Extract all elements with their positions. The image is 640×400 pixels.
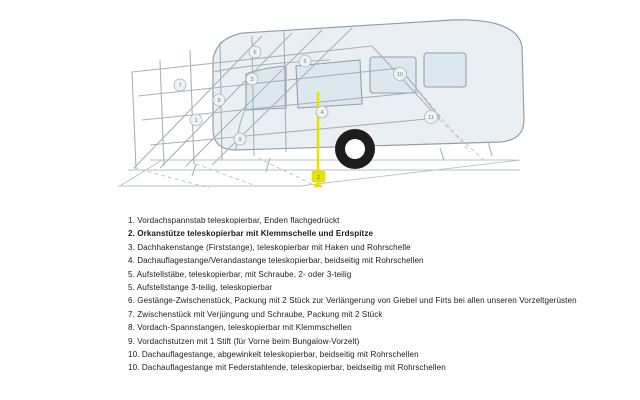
marker-4 bbox=[316, 106, 328, 118]
svg-text:9: 9 bbox=[238, 137, 242, 143]
svg-text:2: 2 bbox=[316, 175, 321, 181]
legend-item: 8. Vordach-Spannstangen, teleskopierbar mit Klemmschellen bbox=[128, 323, 352, 333]
marker-3 bbox=[246, 73, 258, 85]
marker-2 bbox=[312, 171, 325, 182]
marker-10 bbox=[394, 68, 407, 81]
legend-item: 5. Aufstellstange 3-teilig, teleskopierbar bbox=[128, 283, 273, 293]
marker-9 bbox=[234, 133, 246, 145]
legend-item: 5. Aufstellstäbe, teleskopierbar, mit Schraube, 2- oder 3-teilig bbox=[128, 269, 352, 279]
legend-spacer bbox=[0, 206, 640, 214]
svg-text:5: 5 bbox=[303, 59, 307, 65]
legend-item: 1. Vordachspannstab teleskopierbar, Enden flachgedrückt bbox=[128, 216, 340, 225]
marker-8 bbox=[213, 94, 225, 106]
legend-item: 10. Dachauflagestange, abgewinkelt teleskopierbar, beidseitig mit Rohrschellen bbox=[128, 350, 419, 360]
marker-1 bbox=[190, 114, 202, 126]
marker-11 bbox=[425, 111, 438, 124]
caravan-wheel bbox=[335, 129, 375, 169]
legend-panel bbox=[0, 206, 640, 400]
legend-item: 9. Vordachstutzen mit 1 Stift (für Vorne beim Bungalow-Vorzelt) bbox=[128, 336, 360, 346]
svg-text:10: 10 bbox=[396, 72, 404, 78]
svg-text:1: 1 bbox=[194, 118, 198, 124]
svg-text:3: 3 bbox=[250, 77, 254, 83]
legend-item: 3. Dachhakenstange (Firststange), teleskopierbar mit Haken und Rohrschelle bbox=[128, 242, 411, 252]
marker-6 bbox=[249, 46, 261, 58]
svg-text:4: 4 bbox=[320, 110, 324, 116]
svg-text:7: 7 bbox=[178, 83, 182, 89]
marker-5 bbox=[299, 55, 311, 67]
legend-item: 2. Orkanstütze teleskopierbar mit Klemmschelle und Erdspitze bbox=[128, 229, 374, 239]
svg-text:11: 11 bbox=[428, 115, 434, 121]
marker-7 bbox=[174, 79, 186, 91]
legend-item: 7. Zwischenstück mit Verjüngung und Schraube, Packung mit 2 Stück bbox=[128, 309, 383, 319]
legend-list bbox=[0, 214, 640, 375]
legend-item: 10. Dachauflagestange mit Federstahlende, teleskopierbar, beidseitig mit Rohrschellen bbox=[128, 363, 446, 373]
svg-text:6: 6 bbox=[253, 50, 257, 56]
svg-text:8: 8 bbox=[217, 98, 221, 104]
legend-item: 6. Gestänge-Zwischenstück, Packung mit 2 Stück zur Verlängerung von Giebel und Firts bei allen unseren Vorzeltgerüsten bbox=[128, 296, 577, 306]
legend-item: 4. Dachauflagestange/Verandastange teleskopierbar, beidseitig mit Rohrschellen bbox=[128, 256, 424, 266]
